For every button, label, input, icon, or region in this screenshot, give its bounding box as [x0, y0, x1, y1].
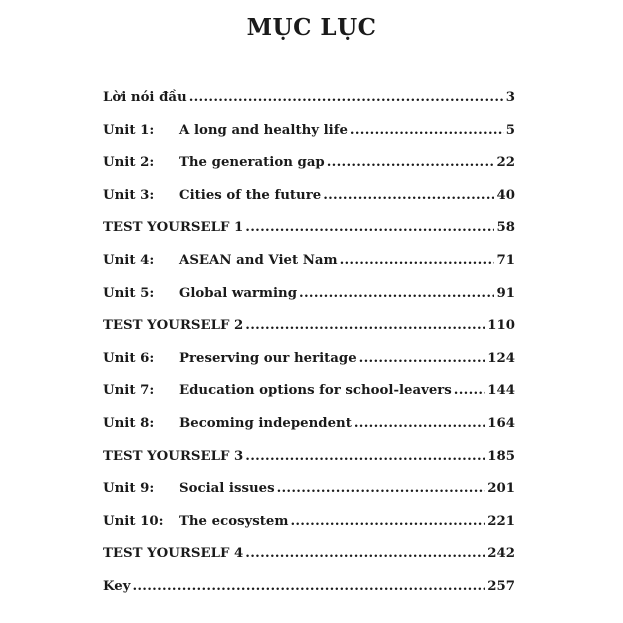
toc-page-number: 221 — [487, 513, 515, 529]
dot-leader — [245, 544, 485, 564]
toc-entry-test-1 — [103, 218, 515, 251]
page-title: MỤC LỤC — [246, 14, 377, 41]
dot-leader — [323, 186, 494, 206]
toc-entry-title: Education options for school-leavers — [179, 383, 452, 399]
toc-entry-title: Global warming — [179, 285, 298, 301]
toc-unit-label: Unit 8: — [103, 415, 155, 431]
toc-entry-title: TEST YOURSELF 3 — [103, 448, 244, 464]
dot-leader — [245, 316, 485, 336]
toc-entry-foreword — [103, 88, 515, 121]
toc-entry-test-2 — [103, 316, 515, 349]
toc-page-number: 242 — [487, 546, 515, 562]
toc-page-number: 185 — [487, 448, 515, 464]
toc-entry-title: Lời nói đầu — [103, 90, 187, 105]
dot-leader — [132, 577, 485, 597]
toc-entry-unit-8 — [103, 414, 515, 447]
toc-entry-unit-2 — [103, 153, 515, 186]
toc-page-number: 3 — [505, 90, 515, 105]
toc-unit-label: Unit 1: — [103, 122, 155, 138]
toc-page-number: 201 — [487, 481, 515, 497]
dot-leader — [454, 381, 485, 401]
toc-entry-title: Cities of the future — [179, 187, 322, 203]
toc-entry-title: TEST YOURSELF 4 — [103, 546, 244, 562]
toc-entry-title: TEST YOURSELF 2 — [103, 318, 244, 334]
toc-entry-unit-10 — [103, 512, 515, 545]
toc-entry-unit-4 — [103, 251, 515, 284]
toc-page-number: 91 — [496, 285, 515, 301]
dot-leader — [340, 251, 495, 271]
dot-leader — [354, 414, 485, 434]
toc-entry-unit-1 — [103, 121, 515, 154]
toc-entry-unit-7 — [103, 381, 515, 414]
toc-entry-title: ASEAN and Viet Nam — [179, 252, 338, 268]
toc-entry-title: TEST YOURSELF 1 — [103, 220, 244, 236]
toc-entry-title: Key — [103, 578, 131, 594]
toc-unit-label: Unit 10: — [103, 513, 164, 529]
toc-entry-unit-5 — [103, 284, 515, 317]
dot-leader — [277, 479, 486, 499]
dot-leader — [189, 88, 504, 108]
toc-unit-label: Unit 6: — [103, 350, 155, 366]
toc-unit-label: Unit 3: — [103, 187, 155, 203]
toc-entry-title: Preserving our heritage — [179, 350, 357, 366]
dot-leader — [245, 447, 485, 467]
dot-leader — [245, 218, 494, 238]
toc-entry-title: The generation gap — [179, 155, 325, 171]
toc-page-number: 144 — [487, 383, 515, 399]
dot-leader — [290, 512, 485, 532]
toc-page-number: 257 — [487, 578, 515, 594]
toc-page-number: 40 — [496, 187, 515, 203]
toc-unit-label: Unit 5: — [103, 285, 155, 301]
toc-entry-unit-6 — [103, 349, 515, 382]
toc-entry-key — [103, 577, 515, 610]
toc-page-number: 22 — [496, 155, 515, 171]
toc-entry-test-3 — [103, 447, 515, 480]
toc-entry-title: A long and healthy life — [179, 122, 348, 138]
toc-entry-title: Social issues — [179, 481, 275, 497]
dot-leader — [350, 121, 504, 141]
toc-entry-title: Becoming independent — [179, 415, 352, 431]
toc-page-number: 58 — [496, 220, 515, 236]
toc-entry-unit-3 — [103, 186, 515, 219]
toc-entry-title: The ecosystem — [179, 513, 289, 529]
toc-page-number: 5 — [505, 122, 515, 138]
toc-unit-label: Unit 4: — [103, 252, 155, 268]
dot-leader — [359, 349, 486, 369]
toc-page-number: 71 — [496, 252, 515, 268]
toc-unit-label: Unit 7: — [103, 383, 155, 399]
toc-page-number: 110 — [487, 318, 515, 334]
toc-unit-label: Unit 9: — [103, 481, 155, 497]
toc-page-number: 164 — [487, 415, 515, 431]
toc-unit-label: Unit 2: — [103, 155, 155, 171]
table-of-contents — [103, 88, 515, 610]
toc-page-number: 124 — [487, 350, 515, 366]
toc-entry-unit-9 — [103, 479, 515, 512]
dot-leader — [299, 284, 494, 304]
toc-entry-test-4 — [103, 544, 515, 577]
dot-leader — [327, 153, 495, 173]
